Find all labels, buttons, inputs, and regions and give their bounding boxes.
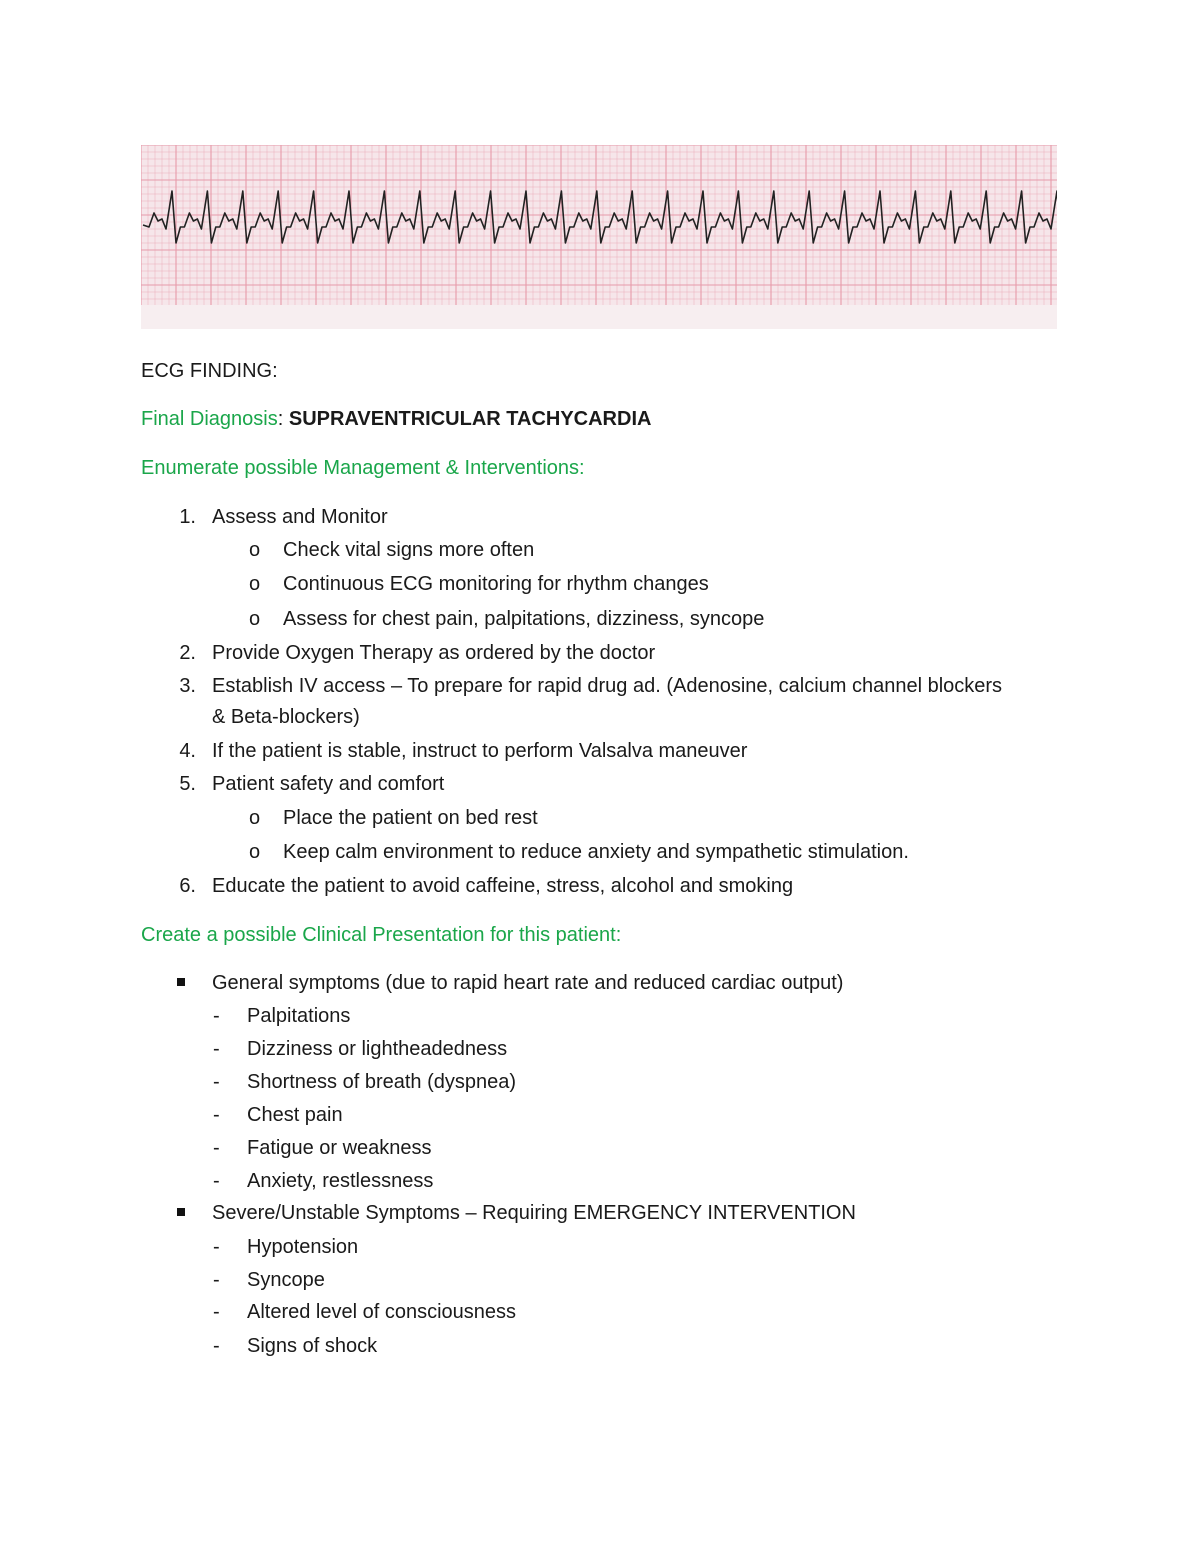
list-number: 1. [179, 506, 196, 528]
sub-bullet: o [249, 807, 261, 829]
symptom-item: Chest pain [247, 1104, 343, 1126]
management-heading: Enumerate possible Management & Interventions: [141, 457, 585, 479]
symptom-item: Signs of shock [247, 1335, 378, 1357]
dash-bullet: - [213, 1104, 220, 1126]
ecg-finding-label: ECG FINDING: [141, 360, 278, 382]
dash-bullet: - [213, 1335, 220, 1357]
sub-list-item: Place the patient on bed rest [283, 807, 538, 829]
sub-bullet: o [249, 841, 261, 863]
list-item: Provide Oxygen Therapy as ordered by the doctor [212, 642, 656, 664]
list-number: 2. [179, 642, 196, 664]
dash-bullet: - [213, 1137, 220, 1159]
list-item: Establish IV access – To prepare for rapid drug ad. (Adenosine, calcium channel blockers [212, 675, 1003, 697]
symptom-item: Hypotension [247, 1236, 359, 1258]
diagnosis-colon: : [277, 408, 284, 430]
final-diagnosis-line [141, 407, 651, 431]
list-item: If the patient is stable, instruct to perform Valsalva maneuver [212, 740, 748, 762]
symptom-item: Palpitations [247, 1005, 351, 1027]
square-bullet-icon [177, 1208, 185, 1216]
list-item: Patient safety and comfort [212, 773, 445, 795]
symptom-item: Shortness of breath (dyspnea) [247, 1071, 517, 1093]
sub-bullet: o [249, 573, 261, 595]
dash-bullet: - [213, 1038, 220, 1060]
list-number: 6. [179, 875, 196, 897]
sub-list-item: Assess for chest pain, palpitations, dizziness, syncope [283, 608, 765, 630]
dash-bullet: - [213, 1269, 220, 1291]
list-number: 5. [179, 773, 196, 795]
symptom-group-title: Severe/Unstable Symptoms – Requiring EMERGENCY INTERVENTION [212, 1202, 856, 1224]
dash-bullet: - [213, 1236, 220, 1258]
symptom-item: Anxiety, restlessness [247, 1170, 434, 1192]
diagnosis-label: Final Diagnosis [141, 408, 278, 430]
symptom-item: Fatigue or weakness [247, 1137, 432, 1159]
ecg-rhythm-graphic [141, 145, 1057, 329]
symptom-item: Altered level of consciousness [247, 1301, 517, 1323]
presentation-heading: Create a possible Clinical Presentation for this patient: [141, 924, 622, 946]
symptom-item: Syncope [247, 1269, 325, 1291]
sub-list-item: Keep calm environment to reduce anxiety and sympathetic stimulation. [283, 841, 909, 863]
symptom-item: Dizziness or lightheadedness [247, 1038, 508, 1060]
sub-list-item: Check vital signs more often [283, 539, 535, 561]
diagnosis-value: SUPRAVENTRICULAR TACHYCARDIA [288, 408, 652, 430]
ecg-strip-image [141, 145, 1057, 329]
square-bullet-icon [177, 978, 185, 986]
dash-bullet: - [213, 1005, 220, 1027]
sub-bullet: o [249, 539, 261, 561]
list-item: Educate the patient to avoid caffeine, stress, alcohol and smoking [212, 875, 794, 897]
dash-bullet: - [213, 1170, 220, 1192]
list-number: 4. [179, 740, 196, 762]
symptom-group-title: General symptoms (due to rapid heart rate and reduced cardiac output) [212, 972, 844, 994]
list-item: Assess and Monitor [212, 506, 388, 528]
dash-bullet: - [213, 1301, 220, 1323]
list-item-continuation: & Beta-blockers) [212, 706, 360, 728]
ecg-caption-strip [141, 305, 1057, 329]
list-number: 3. [179, 675, 196, 697]
dash-bullet: - [213, 1071, 220, 1093]
sub-bullet: o [249, 608, 261, 630]
sub-list-item: Continuous ECG monitoring for rhythm changes [283, 573, 709, 595]
